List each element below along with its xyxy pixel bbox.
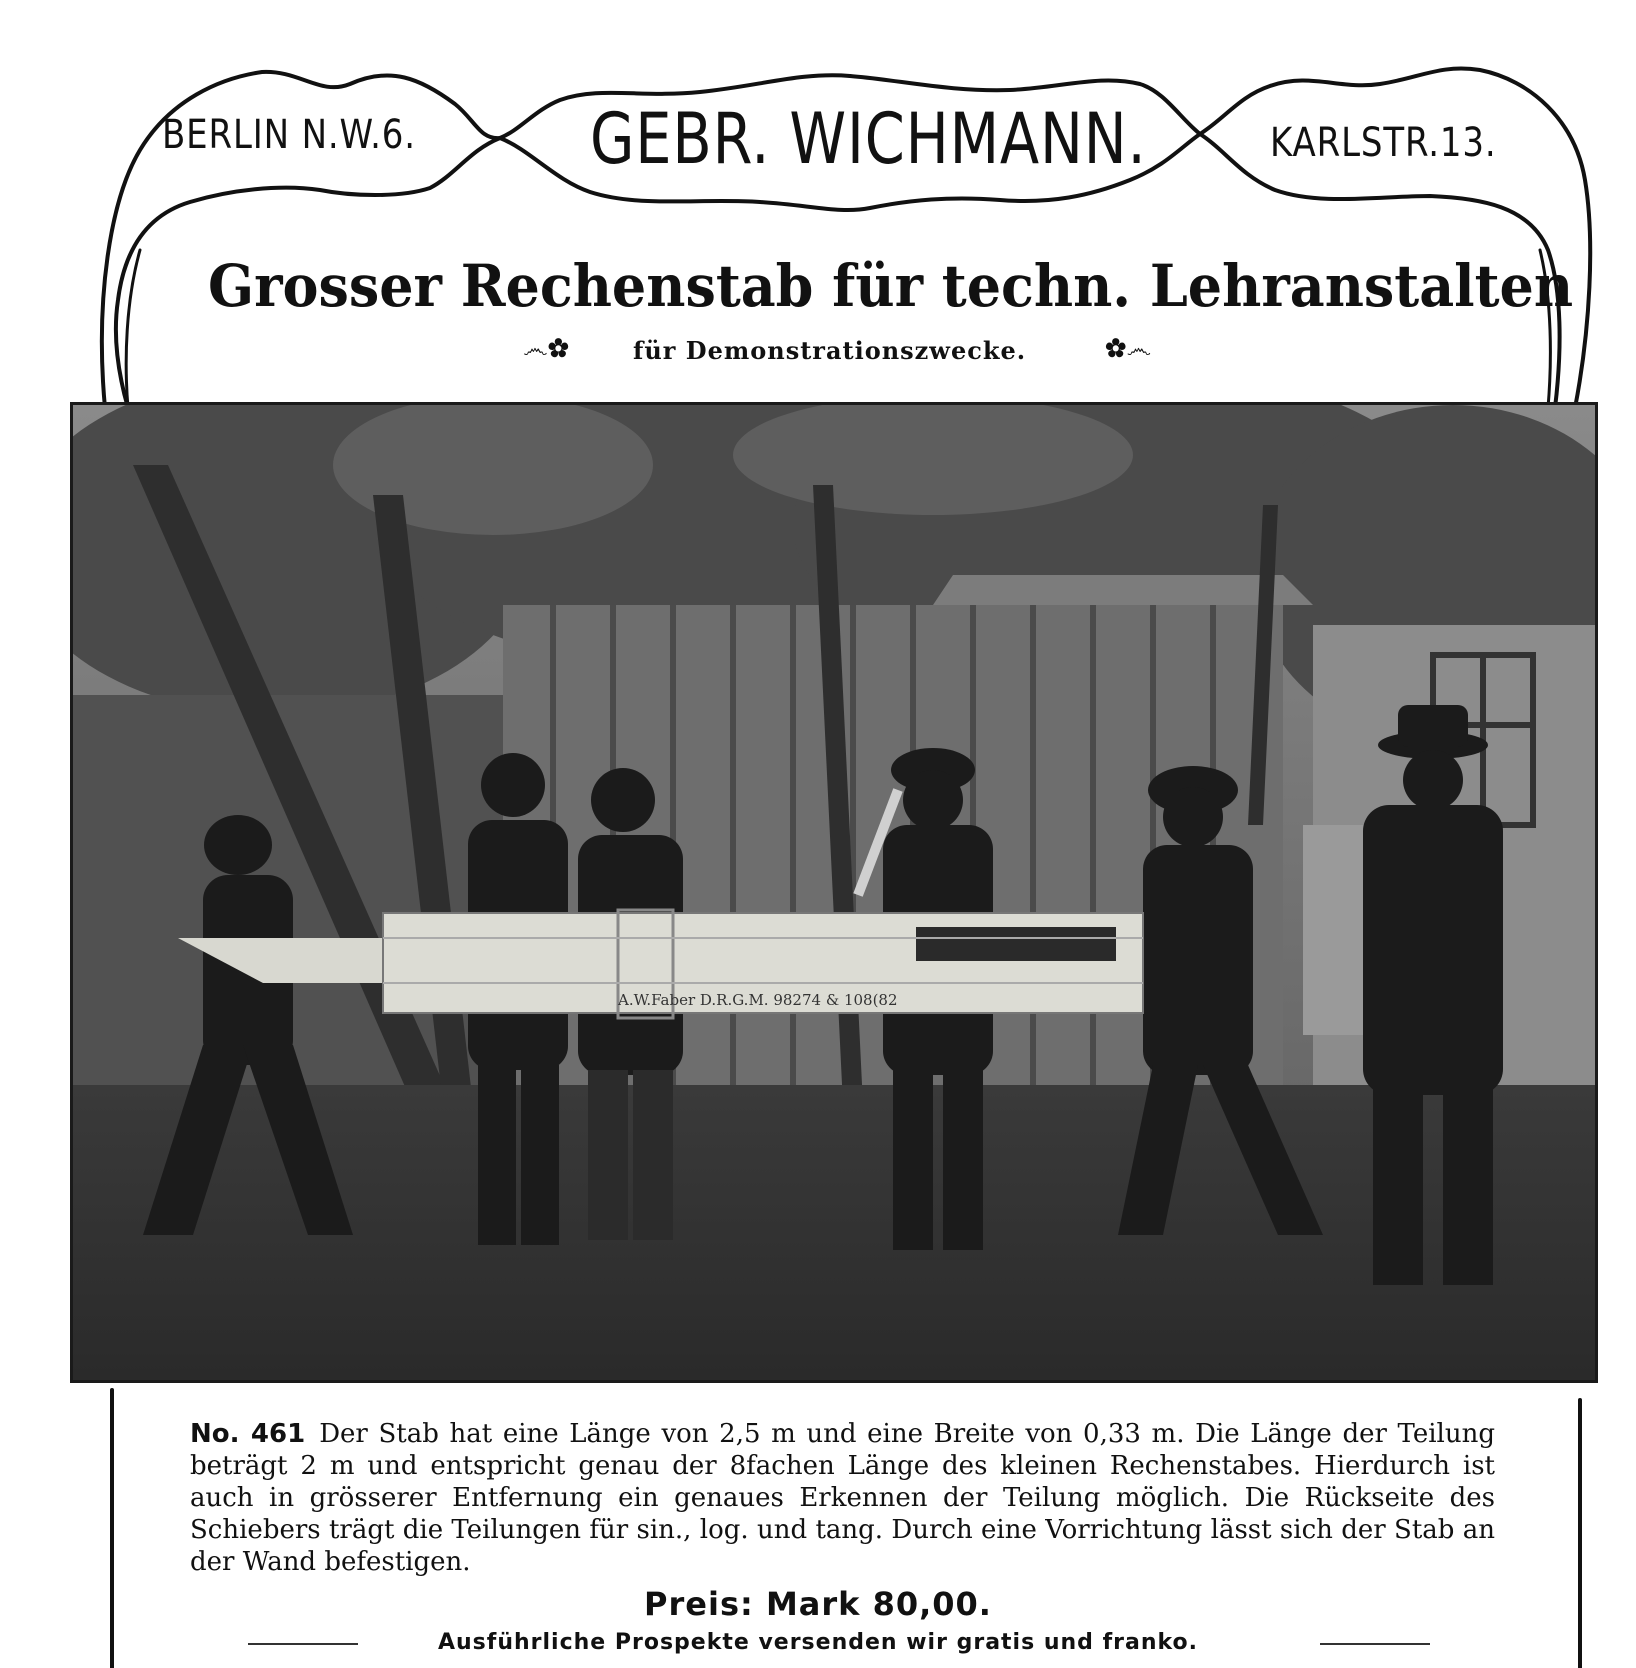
prospectus-note: Ausführliche Prospekte versenden wir gratis und franko. [437, 1630, 1199, 1655]
page-subtitle: für Demonstrationszwecke. [633, 336, 1027, 365]
page-title: Grosser Rechenstab für techn. Lehranstalten [208, 252, 1574, 320]
address-left: BERLIN N.W.6. [162, 112, 416, 158]
address-right: KARLSTR.13. [1270, 120, 1497, 166]
flourish-right-icon: ✿෴ [1105, 334, 1152, 364]
product-number: No. 461 [190, 1419, 306, 1449]
product-description [190, 1418, 1495, 1578]
divider-right [1320, 1643, 1430, 1645]
slide-rule-marking: A.W.Faber D.R.G.M. 98274 & 108(82 [618, 991, 898, 1009]
price-line: Preis: Mark 80,00. [644, 1585, 992, 1623]
flourish-left-icon: ෴✿ [523, 334, 570, 364]
photo-scene [73, 405, 1595, 1380]
photograph [70, 402, 1598, 1383]
description-text: Der Stab hat eine Länge von 2,5 m und eine Breite von 0,33 m. Die Länge der Teilung beträgt 2 m und entspricht genau der 8fachen Länge des kleinen Rechenstabes. Hierdurch ist auch in grösserer Entfernung ein genaues Erkennen der Teilung möglich. Die Rückseite des Schiebers trägt die Teilungen für sin., log. und tang. Durch eine Vorrichtung lässt sich der Stab an der Wand befestigen. [190, 1419, 1495, 1577]
company-name: GEBR. WICHMANN. [590, 98, 1147, 180]
